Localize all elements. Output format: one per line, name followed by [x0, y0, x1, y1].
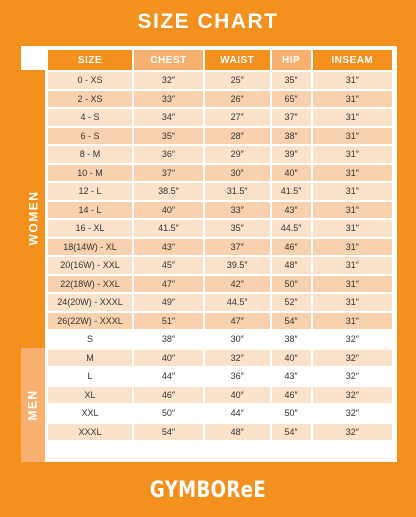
size-cell: 10 - M: [48, 165, 132, 182]
inseam-cell: 31″: [313, 202, 392, 219]
waist-cell: 30″: [205, 165, 270, 182]
inseam-cell: 32″: [313, 368, 392, 385]
waist-cell: 29″: [205, 146, 270, 163]
chest-cell: 40″: [134, 350, 203, 367]
chest-cell: 47″: [134, 276, 203, 293]
waist-cell: 39.5″: [205, 257, 270, 274]
size-cell: XL: [48, 387, 132, 404]
chest-cell: 35″: [134, 128, 203, 145]
size-cell: 0 - XS: [48, 72, 132, 89]
women-size-row: [48, 313, 392, 330]
women-size-row: [48, 91, 392, 108]
page-title: SIZE CHART: [137, 10, 279, 33]
waist-cell: 48″: [205, 424, 270, 441]
hip-cell: 44.5″: [272, 220, 311, 237]
chest-cell: 50″: [134, 405, 203, 422]
women-size-row: [48, 276, 392, 293]
men-section-label: MEN: [21, 348, 45, 462]
hip-cell: 38″: [272, 331, 311, 348]
inseam-cell: 32″: [313, 424, 392, 441]
hip-cell: 40″: [272, 165, 311, 182]
inseam-cell: 31″: [313, 128, 392, 145]
hip-cell: 52″: [272, 294, 311, 311]
header-size: SIZE: [48, 50, 132, 70]
inseam-cell: 32″: [313, 387, 392, 404]
inseam-cell: 31″: [313, 109, 392, 126]
women-size-row: [48, 239, 392, 256]
waist-cell: 27″: [205, 109, 270, 126]
header-waist: WAIST: [205, 50, 270, 70]
size-cell: 4 - S: [48, 109, 132, 126]
chest-cell: 54″: [134, 424, 203, 441]
waist-cell: 37″: [205, 239, 270, 256]
header-hip: HIP: [272, 50, 311, 70]
waist-cell: 36″: [205, 368, 270, 385]
inseam-cell: 31″: [313, 239, 392, 256]
inseam-cell: 31″: [313, 257, 392, 274]
size-cell: 2 - XS: [48, 91, 132, 108]
size-cell: XXXL: [48, 424, 132, 441]
inseam-cell: 32″: [313, 350, 392, 367]
gymboree-logo: GYMBOReE: [149, 478, 267, 503]
size-cell: 14 - L: [48, 202, 132, 219]
inseam-cell: 31″: [313, 146, 392, 163]
size-cell: 20(16W) - XXL: [48, 257, 132, 274]
inseam-cell: 31″: [313, 165, 392, 182]
hip-cell: 35″: [272, 72, 311, 89]
waist-cell: 35″: [205, 220, 270, 237]
waist-cell: 25″: [205, 72, 270, 89]
men-size-row: [48, 387, 392, 404]
size-cell: 6 - S: [48, 128, 132, 145]
hip-cell: 54″: [272, 424, 311, 441]
hip-cell: 50″: [272, 405, 311, 422]
women-size-row: [48, 128, 392, 145]
women-size-row: [48, 72, 392, 89]
waist-cell: 44.5″: [205, 294, 270, 311]
hip-cell: 46″: [272, 239, 311, 256]
chest-cell: 51″: [134, 313, 203, 330]
hip-cell: 50″: [272, 276, 311, 293]
waist-cell: 28″: [205, 128, 270, 145]
women-size-row: [48, 257, 392, 274]
header-row: [48, 50, 392, 70]
chest-cell: 34″: [134, 109, 203, 126]
size-cell: L: [48, 368, 132, 385]
inseam-cell: 31″: [313, 72, 392, 89]
women-size-row: [48, 202, 392, 219]
chest-cell: 46″: [134, 387, 203, 404]
size-cell: 12 - L: [48, 183, 132, 200]
chest-cell: 37″: [134, 165, 203, 182]
chest-cell: 44″: [134, 368, 203, 385]
inseam-cell: 31″: [313, 220, 392, 237]
header-chest: CHEST: [134, 50, 203, 70]
size-cell: 26(22W) - XXXL: [48, 313, 132, 330]
size-cell: M: [48, 350, 132, 367]
hip-cell: 40″: [272, 350, 311, 367]
size-grid: [46, 48, 394, 442]
waist-cell: 32″: [205, 350, 270, 367]
inseam-cell: 31″: [313, 91, 392, 108]
hip-cell: 39″: [272, 146, 311, 163]
men-size-row: [48, 331, 392, 348]
hip-cell: 43″: [272, 202, 311, 219]
size-cell: 8 - M: [48, 146, 132, 163]
size-cell: 24(20W) - XXXL: [48, 294, 132, 311]
chest-cell: 36″: [134, 146, 203, 163]
inseam-cell: 31″: [313, 313, 392, 330]
waist-cell: 30″: [205, 331, 270, 348]
chest-cell: 38″: [134, 331, 203, 348]
women-size-row: [48, 165, 392, 182]
hip-cell: 54″: [272, 313, 311, 330]
inseam-cell: 31″: [313, 183, 392, 200]
women-size-row: [48, 146, 392, 163]
size-cell: S: [48, 331, 132, 348]
chest-cell: 49″: [134, 294, 203, 311]
chest-cell: 45″: [134, 257, 203, 274]
hip-cell: 48″: [272, 257, 311, 274]
hip-cell: 43″: [272, 368, 311, 385]
hip-cell: 38″: [272, 128, 311, 145]
size-cell: XXL: [48, 405, 132, 422]
hip-cell: 46″: [272, 387, 311, 404]
chest-cell: 32″: [134, 72, 203, 89]
waist-cell: 44″: [205, 405, 270, 422]
waist-cell: 42″: [205, 276, 270, 293]
header-inseam: INSEAM: [313, 50, 392, 70]
inseam-cell: 31″: [313, 276, 392, 293]
waist-cell: 26″: [205, 91, 270, 108]
chest-cell: 43″: [134, 239, 203, 256]
women-size-row: [48, 109, 392, 126]
men-size-row: [48, 424, 392, 441]
size-chart-table: [21, 46, 397, 462]
hip-cell: 41.5″: [272, 183, 311, 200]
hip-cell: 65″: [272, 91, 311, 108]
hip-cell: 37″: [272, 109, 311, 126]
chest-cell: 41.5″: [134, 220, 203, 237]
chest-cell: 38.5″: [134, 183, 203, 200]
waist-cell: 47″: [205, 313, 270, 330]
men-size-row: [48, 350, 392, 367]
chest-cell: 40″: [134, 202, 203, 219]
women-size-row: [48, 220, 392, 237]
chest-cell: 33″: [134, 91, 203, 108]
inseam-cell: 32″: [313, 405, 392, 422]
size-cell: 18(14W) - XL: [48, 239, 132, 256]
inseam-cell: 32″: [313, 331, 392, 348]
women-section-label: WOMEN: [21, 70, 45, 366]
men-size-row: [48, 368, 392, 385]
waist-cell: 40″: [205, 387, 270, 404]
women-size-row: [48, 183, 392, 200]
men-size-row: [48, 405, 392, 422]
women-size-row: [48, 294, 392, 311]
size-cell: 16 - XL: [48, 220, 132, 237]
inseam-cell: 31″: [313, 294, 392, 311]
waist-cell: 31.5″: [205, 183, 270, 200]
size-cell: 22(18W) - XXL: [48, 276, 132, 293]
waist-cell: 33″: [205, 202, 270, 219]
